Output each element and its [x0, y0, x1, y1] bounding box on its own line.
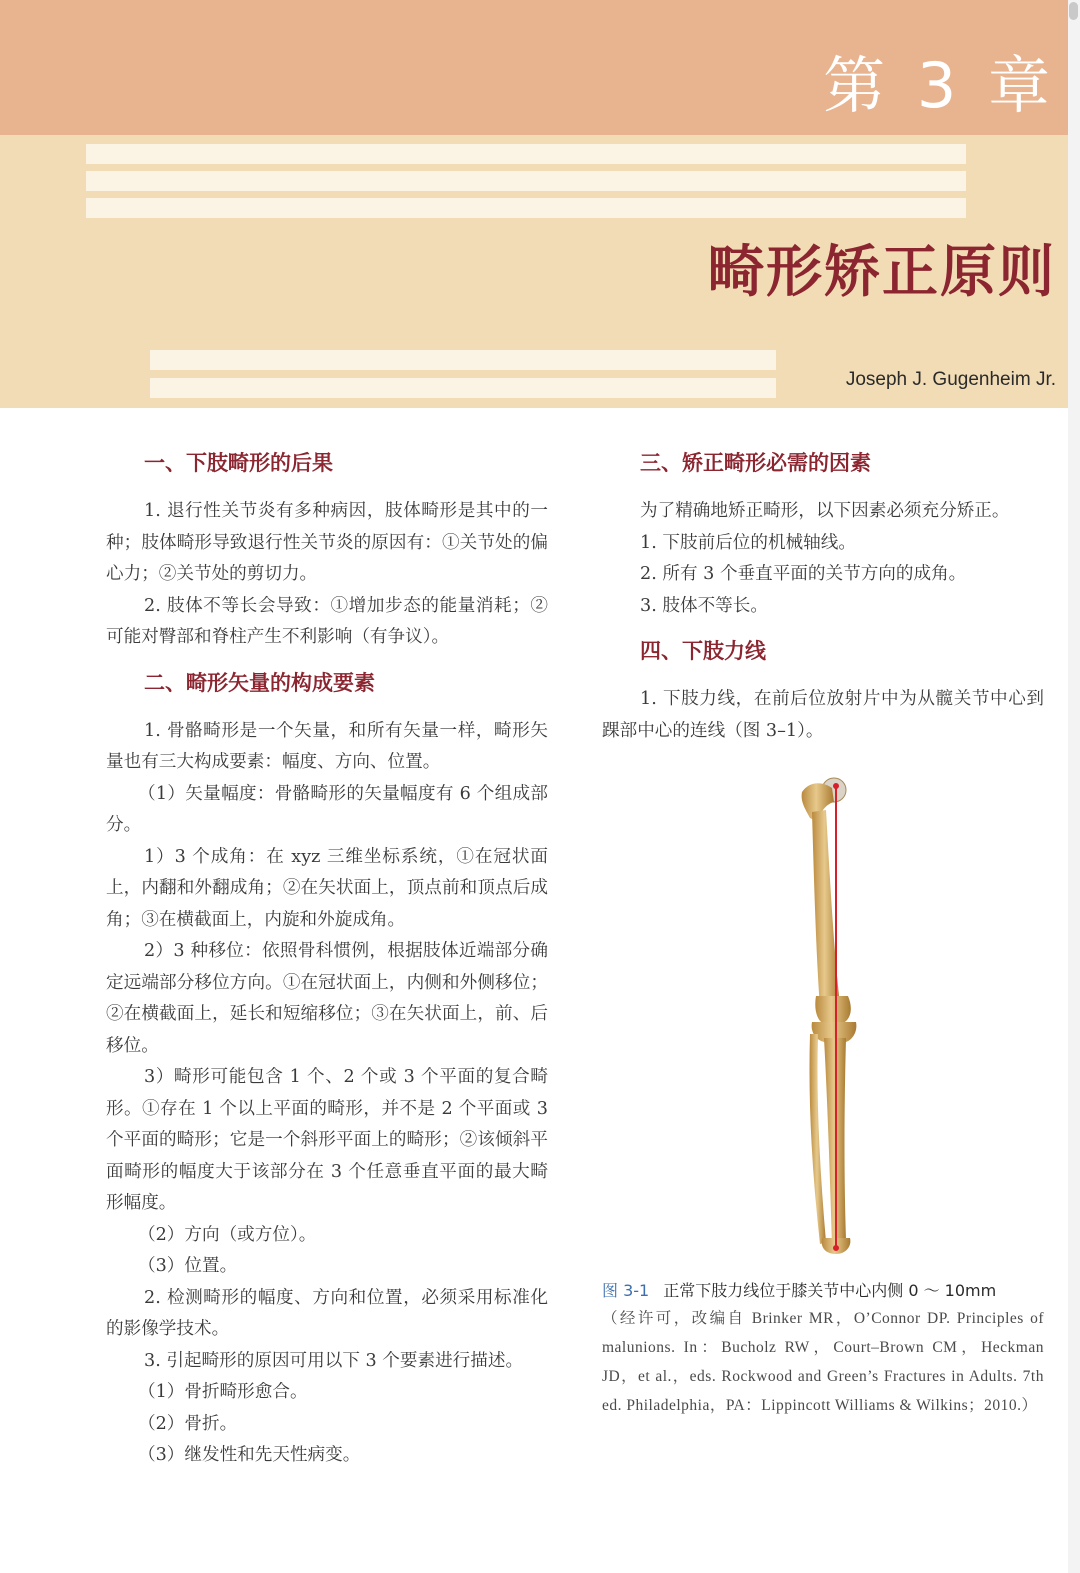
paragraph: 3. 肢体不等长。 — [640, 595, 768, 616]
chapter-number: 第 3 章 — [823, 49, 1056, 122]
femoral-condyles — [815, 996, 851, 1024]
section-heading: 二、畸形矢量的构成要素 — [144, 670, 375, 695]
paragraph: （2）方向（或方位）。 — [138, 1224, 317, 1245]
paragraph: 1. 下肢力线，在前后位放射片中为从髋关节中心到踝部中心的连线（图 3–1）。 — [602, 689, 1044, 741]
scrollbar-track[interactable] — [1068, 0, 1080, 1573]
paragraph: （1）骨折畸形愈合。 — [138, 1382, 308, 1402]
scrollbar-thumb[interactable] — [1069, 2, 1078, 20]
paragraph: 2. 肢体不等长会导致：①增加步态的能量消耗；②可能对臀部和脊柱产生不利影响（有争议）。 — [106, 595, 548, 647]
paragraph: 2）3 种移位：依照骨科惯例，根据肢体近端部分确定远端部分移位方向。①在冠状面上，内侧和外侧移位；②在横截面上，延长和短缩移位；③在矢状面上，前、后移位。 — [106, 941, 548, 1056]
left-column — [106, 446, 548, 1472]
paragraph: 3）畸形可能包含 1 个、2 个或 3 个平面的复合畸形。①存在 1 个以上平面的畸形，并不是 2 个平面或 3 个平面的畸形；它是一个斜形平面上的畸形；②该倾斜平面畸形的幅度大于该部分在 3 个任意垂直平面的最大畸形幅度。 — [106, 1067, 548, 1213]
caption-heading — [602, 1278, 1044, 1304]
paragraph: 2. 所有 3 个垂直平面的关节方向的成角。 — [640, 564, 967, 584]
paragraph: 1）3 个成角：在 xyz 三维坐标系统，①在冠状面上，内翻和外翻成角；②在矢状面上，顶点前和顶点后成角；③在横截面上，内旋和外旋成角。 — [106, 846, 548, 930]
paragraph: （2）骨折。 — [138, 1413, 238, 1434]
ankle-center-marker — [833, 1245, 839, 1251]
chapter-author: Joseph J. Gugenheim Jr. — [845, 369, 1056, 390]
decor-stripe — [150, 378, 776, 398]
decor-stripe — [150, 350, 776, 370]
decor-stripe — [86, 144, 966, 164]
leg-bone-illustration — [780, 772, 900, 1262]
paragraph: 3. 引起畸形的原因可用以下 3 个要素进行描述。 — [144, 1350, 524, 1371]
paragraph: 1. 下肢前后位的机械轴线。 — [640, 532, 856, 553]
chapter-title: 畸形矫正原则 — [708, 240, 1056, 305]
lower-limb-skeleton-figure — [780, 772, 900, 1262]
figure-title: 正常下肢力线位于膝关节中心内侧 0 ～ 10mm — [663, 1281, 997, 1300]
figure-number: 图 3-1 — [602, 1281, 650, 1300]
paragraph: （3）位置。 — [138, 1256, 238, 1276]
paragraph: （1）矢量幅度：骨骼畸形的矢量幅度有 6 个组成部分。 — [106, 783, 548, 835]
hip-center-marker — [833, 783, 839, 789]
paragraph: 2. 检测畸形的幅度、方向和位置，必须采用标准化的影像学技术。 — [106, 1287, 548, 1339]
paragraph: 1. 退行性关节炎有多种病因，肢体畸形是其中的一种；肢体畸形导致退行性关节炎的原因有：①关节处的偏心力；②关节处的剪切力。 — [106, 501, 548, 584]
section-heading: 一、下肢畸形的后果 — [144, 451, 333, 475]
figure-source: （经许可，改编自 Brinker MR，O’Connor DP. Principles of malunions. In：Bucholz RW，Court–Brown CM，Heckman JD，et al.，eds. Rockwood and Green’s Fractures in Adults. 7th ed. Philadelphia，PA：Lippincott Williams & Wilkins；2010.） — [602, 1310, 1044, 1414]
right-column — [602, 446, 1044, 747]
decor-stripe — [86, 198, 966, 218]
figure-caption — [602, 1278, 1044, 1420]
fibula — [809, 1034, 826, 1244]
paragraph: （3）继发性和先天性病变。 — [138, 1445, 361, 1465]
paragraph: 为了精确地矫正畸形，以下因素必须充分矫正。 — [640, 501, 1010, 521]
section-heading: 三、矫正畸形必需的因素 — [640, 451, 871, 475]
paragraph: 1. 骨骼畸形是一个矢量，和所有矢量一样，畸形矢量也有三大构成要素：幅度、方向、位置。 — [106, 720, 548, 772]
section-heading: 四、下肢力线 — [640, 639, 766, 663]
decor-stripe — [86, 171, 966, 191]
